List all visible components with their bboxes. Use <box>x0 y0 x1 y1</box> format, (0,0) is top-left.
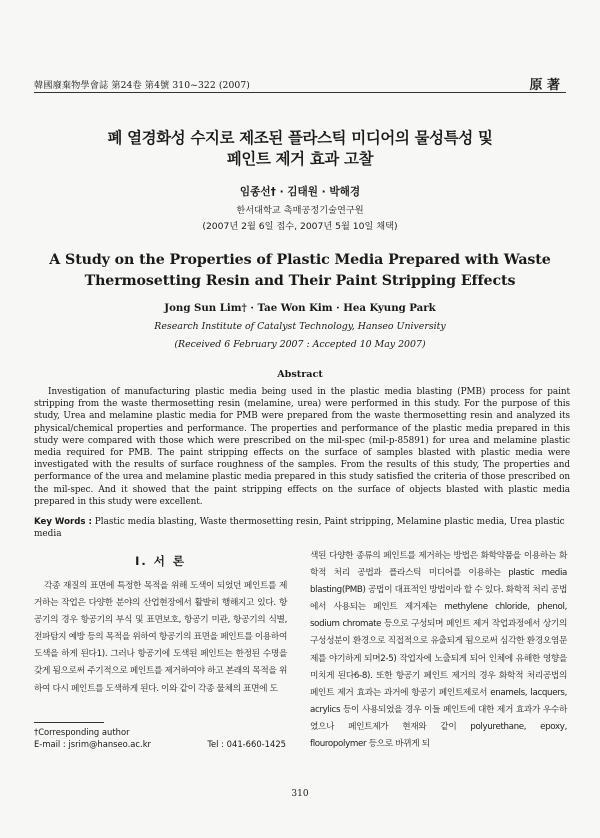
journal-citation: 韓國廢棄物學會誌 第24卷 第4號 310~322 (2007) <box>34 80 250 91</box>
keywords <box>34 516 574 540</box>
footnote-divider <box>34 722 104 723</box>
english-authors: Jong Sun Lim† · Tae Won Kim · Hea Kyung Park <box>164 302 436 314</box>
english-affiliation: Research Institute of Catalyst Technology, Hanseo University <box>154 321 446 332</box>
footnote-email: E-mail : jsrim@hanseo.ac.kr <box>34 739 151 749</box>
intro-right-column: 색된 다양한 종류의 페인트를 제거하는 방법은 화학약품을 이용하는 화학적 처리 공법과 플라스틱 미디어를 이용하는 plastic media blasting(PMB) 공법이 대표적인 방법이라 할 수 있다. 화학적 처리 공법에서 사용되는 페인트 제거제는 methylene chloride, phenol, sodium chromate 등으로 구성되며 페인트 제거 작업과정에서 상기의 구성성분이 환경으로 직접적으로 유출되게 됨으로써 심각한 환경오염문제를 야기하게 되며2-5) 작업자에 노출되게 되어 인체에 유해한 영향을 미치게 된다6-8). 또한 항공기 페인트 제거의 경우 화학적 처리공법의 페인트 제거 효과는 과거에 항공기 페인트제로서 enamels, lacquers, acrylics 등이 사용되었을 경우 이들 페인트에 대한 제거 효과가 우수하였으나 페인트제가 현재와 같이 polyurethane, epoxy, flouropolymer 등으로 바뀌게 되 <box>310 551 567 750</box>
english-title-line-1: A Study on the Properties of Plastic Media Prepared with Waste <box>49 252 551 268</box>
article-type-label: 原 著 <box>529 78 560 93</box>
english-title <box>0 250 600 292</box>
footnote-contact <box>34 738 286 750</box>
keywords-list: Plastic media blasting, Waste thermosetting resin, Paint stripping, Melamine plastic media, Urea plastic media <box>34 517 565 539</box>
korean-affiliation: 한서대학교 촉매공정기술연구원 <box>236 205 364 216</box>
footnote <box>34 726 286 750</box>
korean-dates: (2007년 2월 6일 접수, 2007년 5월 10일 채택) <box>202 221 398 232</box>
english-dates: (Received 6 February 2007 : Accepted 10 May 2007) <box>174 339 426 350</box>
footnote-tel: Tel : 041-660-1425 <box>207 739 286 749</box>
korean-authors: 임종선† · 김태원 · 박해경 <box>239 186 361 198</box>
header-divider <box>34 92 566 93</box>
abstract-heading: Abstract <box>277 369 323 380</box>
keywords-label: Key Words : <box>34 517 92 527</box>
page-number: 310 <box>291 789 309 799</box>
intro-left-column: 각종 재질의 표면에 특정한 목적을 위해 도색이 되었던 페인트를 제거하는 작업은 다양한 분야의 산업현장에서 활발히 행해지고 있다. 항공기의 경우 항공기의 부식 및 표면보호, 항공기 미관, 항공기의 식별, 전파탐지 예방 등의 목적을 위하여 항공기의 표면을 페인트를 이용하여 도색을 하게 된다1). 그러나 항공기에 도색된 페인트는 한정된 수명을 갖게 됨으로써 주기적으로 페인트를 제거하여야 하고 본래의 목적을 위하여 다시 페인트를 도색하게 된다. 이와 같이 각종 물체의 표면에 도 <box>34 581 287 694</box>
abstract-text: Investigation of manufacturing plastic media being used in the plastic media blasting (PMB) process for paint stripping from the waste thermosetting resin (melamine, urea) were performed in this study. For the purpose of this study, Urea and melamine plastic media for PMB were prepared from the waste thermosetting resin and analyzed its physical/chemical properties and performance. The properties and performance of the plastic media prepared in this study were compared with those which were prescribed on the mil-spec (mil-p-85891) for urea and melamine plastic media required for PMB. The paint stripping effects on the surface of samples blasted with plastic media were investigated with the results of surface roughness of the samples. From the results of this study, The properties and performance of the urea and melamine plastic media prepared in this study satisfied the criteria of those prescribed on the mil-spec. And it showed that the paint stripping effects on the surface of objects blasted with plastic media prepared in this study were excellent. <box>34 387 570 507</box>
section-heading-introduction: I. 서 론 <box>135 554 186 568</box>
english-title-line-2: Thermosetting Resin and Their Paint Stripping Effects <box>84 273 516 289</box>
footnote-marker: †Corresponding author <box>34 727 130 737</box>
korean-title-line-1: 폐 열경화성 수지로 제조된 플라스틱 미디어의 물성특성 및 <box>107 129 493 147</box>
korean-title-line-2: 페인트 제거 효과 고찰 <box>226 150 374 168</box>
korean-title <box>0 128 600 170</box>
